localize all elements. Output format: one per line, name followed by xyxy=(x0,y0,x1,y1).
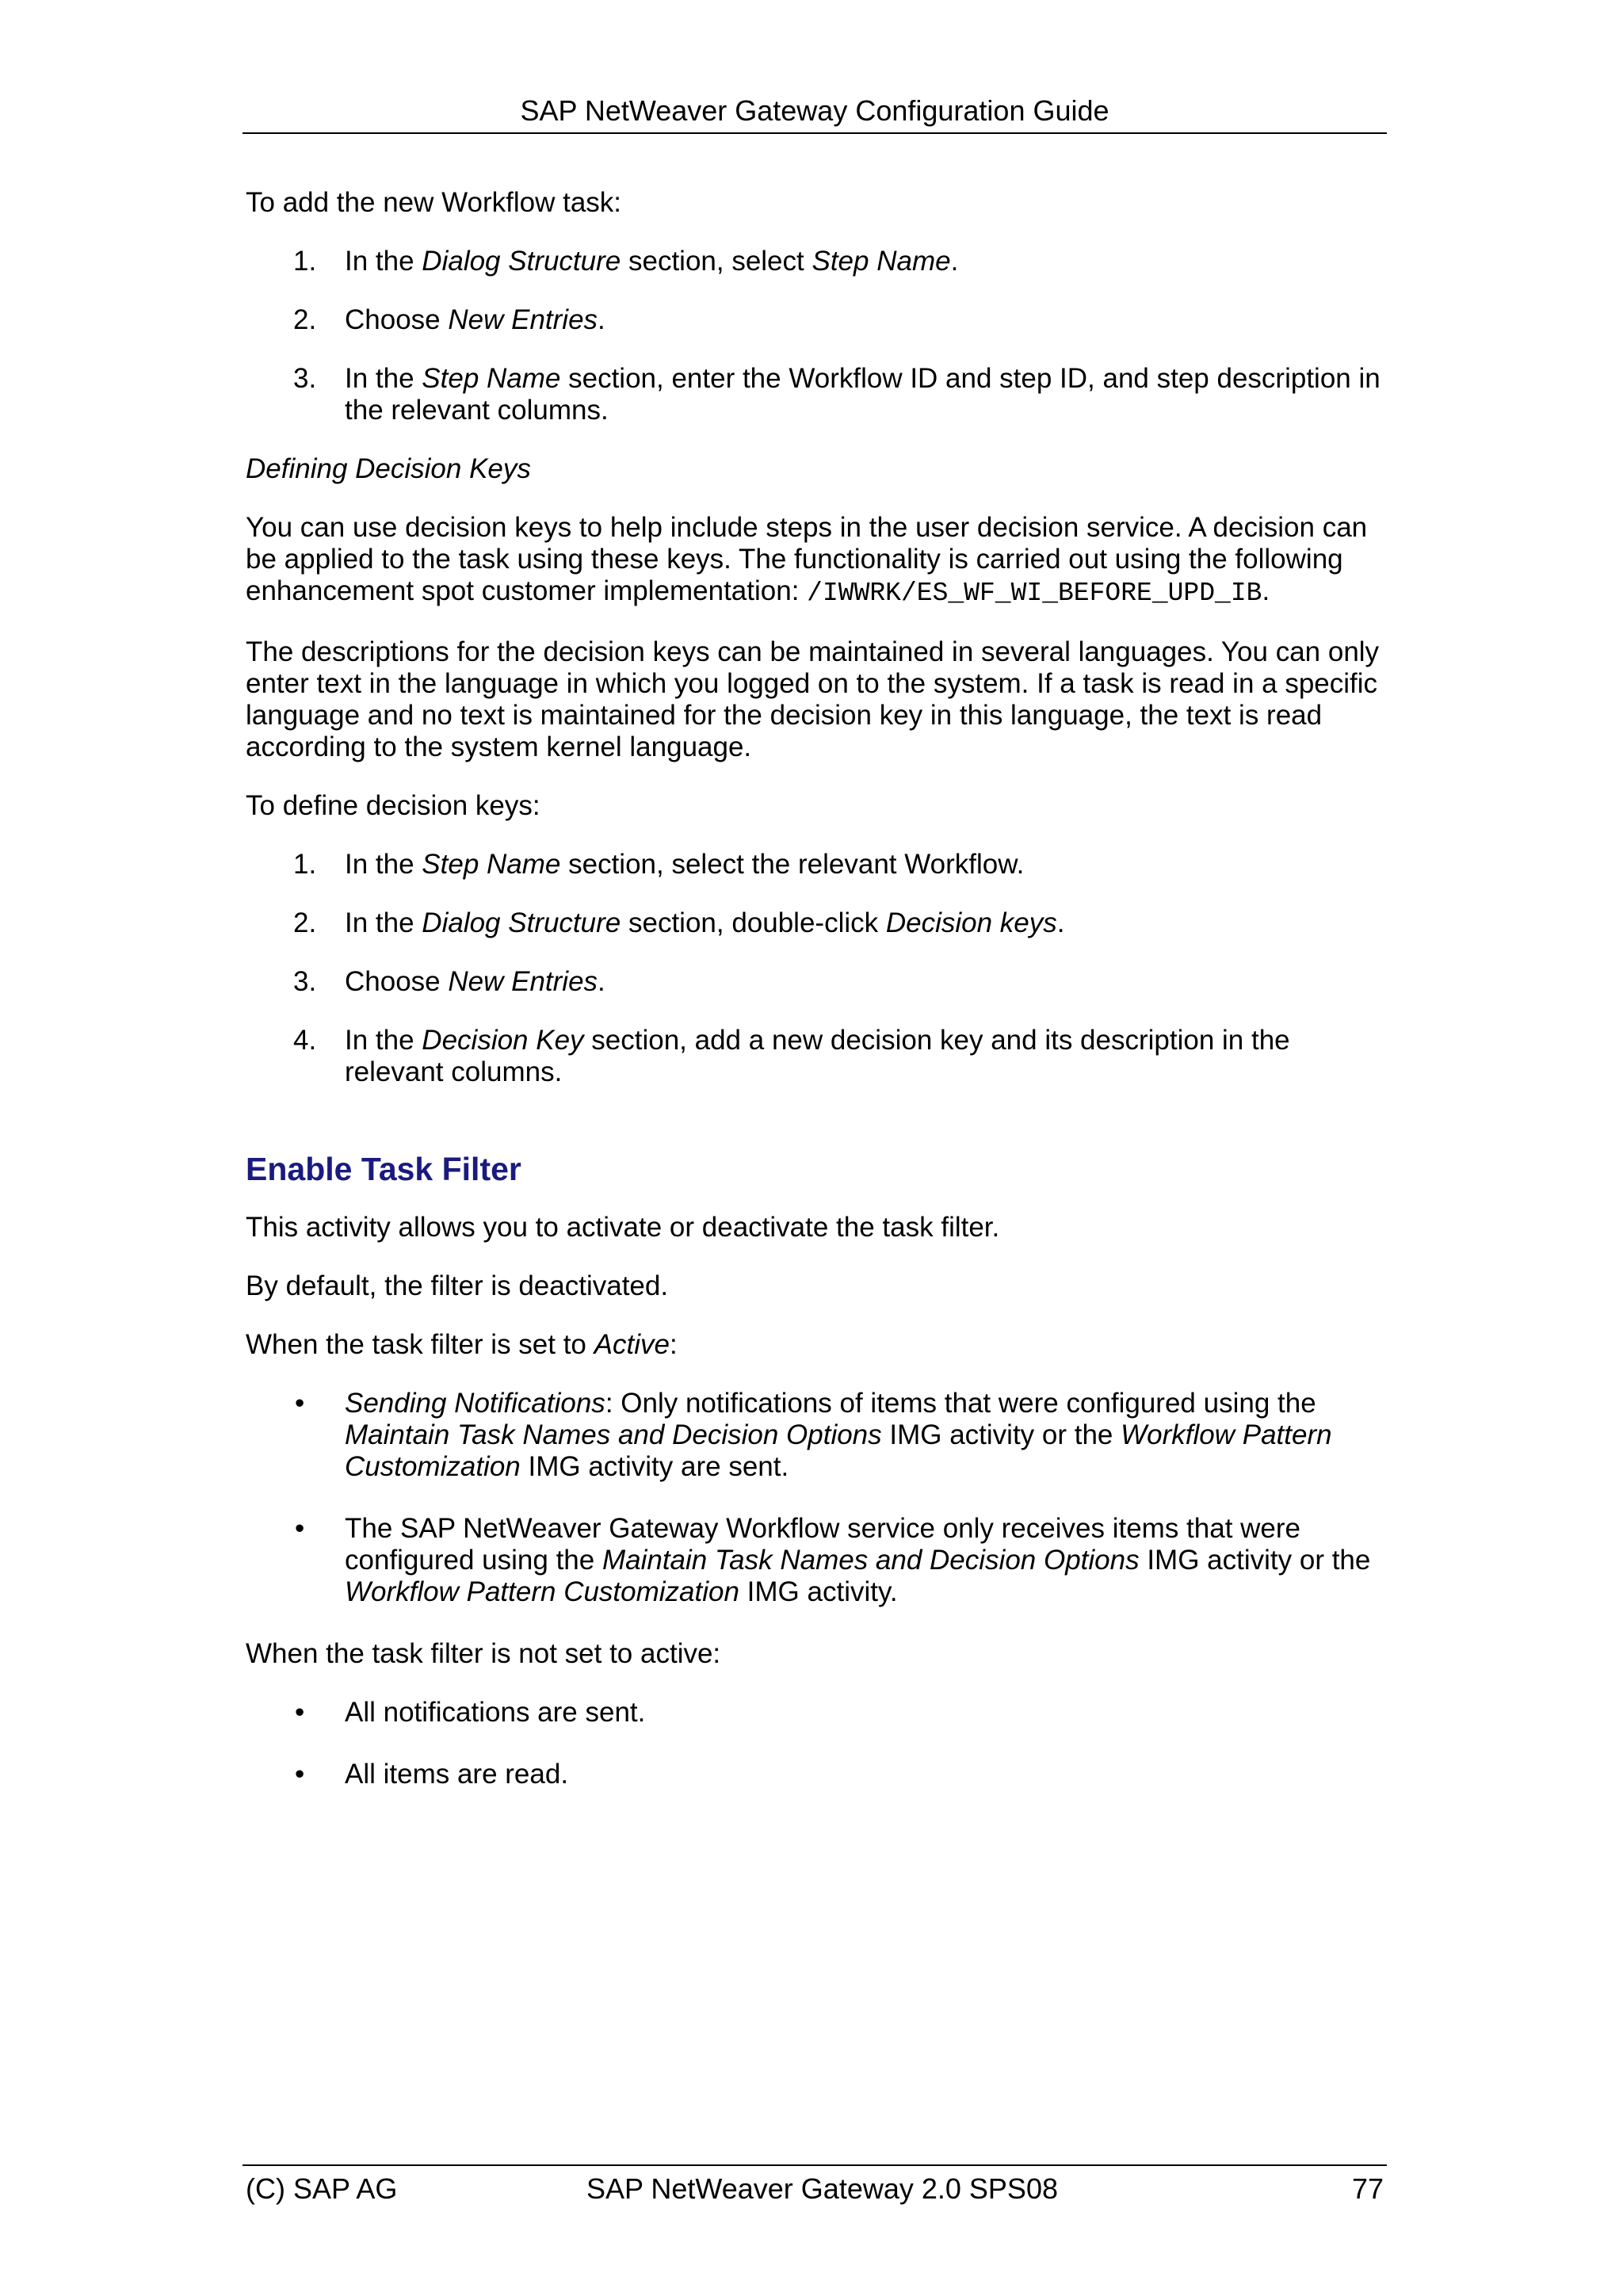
bullet-emphasis: Workflow Pattern Customization xyxy=(345,1576,739,1607)
paragraph-text: : xyxy=(669,1329,678,1360)
decision-keys-paragraph xyxy=(246,512,1387,609)
list-item xyxy=(246,1388,1387,1483)
list-item xyxy=(246,304,1387,336)
page-footer xyxy=(246,2172,1384,2206)
bullet-emphasis: Maintain Task Names and Decision Options xyxy=(345,1419,882,1450)
list-item xyxy=(246,1697,1387,1729)
step-text: In the xyxy=(345,849,422,880)
list-number: 4. xyxy=(293,1025,317,1056)
list-item xyxy=(246,849,1387,881)
active-bullets xyxy=(246,1388,1387,1608)
step-text: . xyxy=(1056,907,1065,938)
define-keys-intro: To define decision keys: xyxy=(246,790,540,821)
page-body xyxy=(246,187,1387,1820)
list-item xyxy=(246,246,1387,277)
active-intro xyxy=(246,1329,1387,1361)
bullet-icon: • xyxy=(295,1759,305,1790)
page-number: 77 xyxy=(1351,2172,1384,2205)
list-number: 3. xyxy=(293,966,317,997)
step-text: In the xyxy=(345,246,422,277)
list-item xyxy=(246,1513,1387,1608)
step-emphasis: Step Name xyxy=(422,363,561,394)
list-number: 1. xyxy=(293,246,317,277)
bullet-text: IMG activity or the xyxy=(881,1419,1121,1450)
step-emphasis: New Entries xyxy=(448,304,598,335)
inactive-intro: When the task filter is not set to active: xyxy=(246,1638,721,1669)
code-identifier: /IWWRK/ES_WF_WI_BEFORE_UPD_IB xyxy=(807,579,1262,608)
step-emphasis: Step Name xyxy=(422,849,561,880)
bullet-text: All notifications are sent. xyxy=(345,1697,646,1728)
running-header: SAP NetWeaver Gateway Configuration Guide xyxy=(520,94,1109,127)
add-task-steps xyxy=(246,246,1387,426)
list-number: 3. xyxy=(293,363,317,394)
step-text: section, add a new decision key and its description in the relevant columns. xyxy=(345,1025,1290,1087)
bullet-text: IMG activity are sent. xyxy=(520,1451,789,1482)
list-item xyxy=(246,1759,1387,1790)
list-item xyxy=(246,1025,1387,1088)
subheading-decision-keys xyxy=(246,453,1387,485)
footer-rule xyxy=(242,2164,1387,2166)
bullet-emphasis: Sending Notifications xyxy=(345,1388,605,1419)
step-text: In the xyxy=(345,1025,422,1056)
bullet-text: The SAP NetWeaver Gateway Workflow service only receives items that were configured using the xyxy=(345,1513,1301,1576)
bullet-text: : Only notifications of items that were configured using the xyxy=(605,1388,1316,1419)
step-text: . xyxy=(598,966,605,997)
inactive-bullets xyxy=(246,1697,1387,1790)
step-emphasis: Step Name xyxy=(812,246,951,277)
add-task-intro: To add the new Workflow task: xyxy=(246,187,622,218)
step-text: section, enter the Workflow ID and step ID, and step description in the relevant columns. xyxy=(345,363,1381,426)
bullet-icon: • xyxy=(295,1388,305,1419)
paragraph-text: . xyxy=(1262,575,1270,606)
footer-product: SAP NetWeaver Gateway 2.0 SPS08 xyxy=(586,2172,1058,2205)
list-number: 1. xyxy=(293,849,317,880)
step-text: Choose xyxy=(345,966,449,997)
list-item xyxy=(246,907,1387,939)
bullet-icon: • xyxy=(295,1513,305,1544)
bullet-emphasis: Maintain Task Names and Decision Options xyxy=(601,1545,1140,1576)
list-item xyxy=(246,363,1387,426)
section-heading: Enable Task Filter xyxy=(246,1151,521,1187)
step-text: section, select the relevant Workflow. xyxy=(560,849,1025,880)
step-emphasis: Dialog Structure xyxy=(422,246,621,277)
paragraph-emphasis: Active xyxy=(594,1329,670,1360)
bullet-icon: • xyxy=(295,1697,305,1728)
step-text: In the xyxy=(345,907,422,938)
bullet-text: All items are read. xyxy=(345,1759,569,1790)
filter-paragraph: This activity allows you to activate or deactivate the task filter. xyxy=(246,1212,1000,1243)
bullet-text: IMG activity or the xyxy=(1139,1545,1371,1576)
header-rule xyxy=(242,132,1387,134)
step-text: section, double-click xyxy=(621,907,886,938)
list-number: 2. xyxy=(293,907,317,938)
list-number: 2. xyxy=(293,304,317,335)
bullet-text: IMG activity. xyxy=(739,1576,898,1607)
list-item xyxy=(246,966,1387,998)
step-text: . xyxy=(598,304,605,335)
step-text: Choose xyxy=(345,304,449,335)
define-keys-steps xyxy=(246,849,1387,1088)
step-emphasis: Decision keys xyxy=(885,907,1057,938)
step-text: In the xyxy=(345,363,422,394)
subheading-text: Defining Decision Keys xyxy=(246,453,531,484)
paragraph-text: When the task filter is set to xyxy=(246,1329,594,1360)
step-text: . xyxy=(950,246,959,277)
step-text: section, select xyxy=(621,246,812,277)
footer-copyright: (C) SAP AG xyxy=(246,2172,398,2205)
bullet-emphasis: Workflow Pattern Customization xyxy=(345,1419,1332,1482)
languages-paragraph: The descriptions for the decision keys can be maintained in several languages. You can only enter text in the language in which you logged on to the system. If a task is read in a specific language and no text is maintained for the decision key in this language, the text is read according to the system kernel language. xyxy=(246,636,1380,762)
step-emphasis: New Entries xyxy=(448,966,598,997)
step-emphasis: Dialog Structure xyxy=(422,907,621,938)
default-paragraph: By default, the filter is deactivated. xyxy=(246,1270,669,1301)
step-emphasis: Decision Key xyxy=(422,1025,584,1056)
paragraph-text: You can use decision keys to help include steps in the user decision service. A decision can be applied to the task using these keys. The functionality is carried out using the following enhancement spot customer implementation: xyxy=(246,512,1368,606)
